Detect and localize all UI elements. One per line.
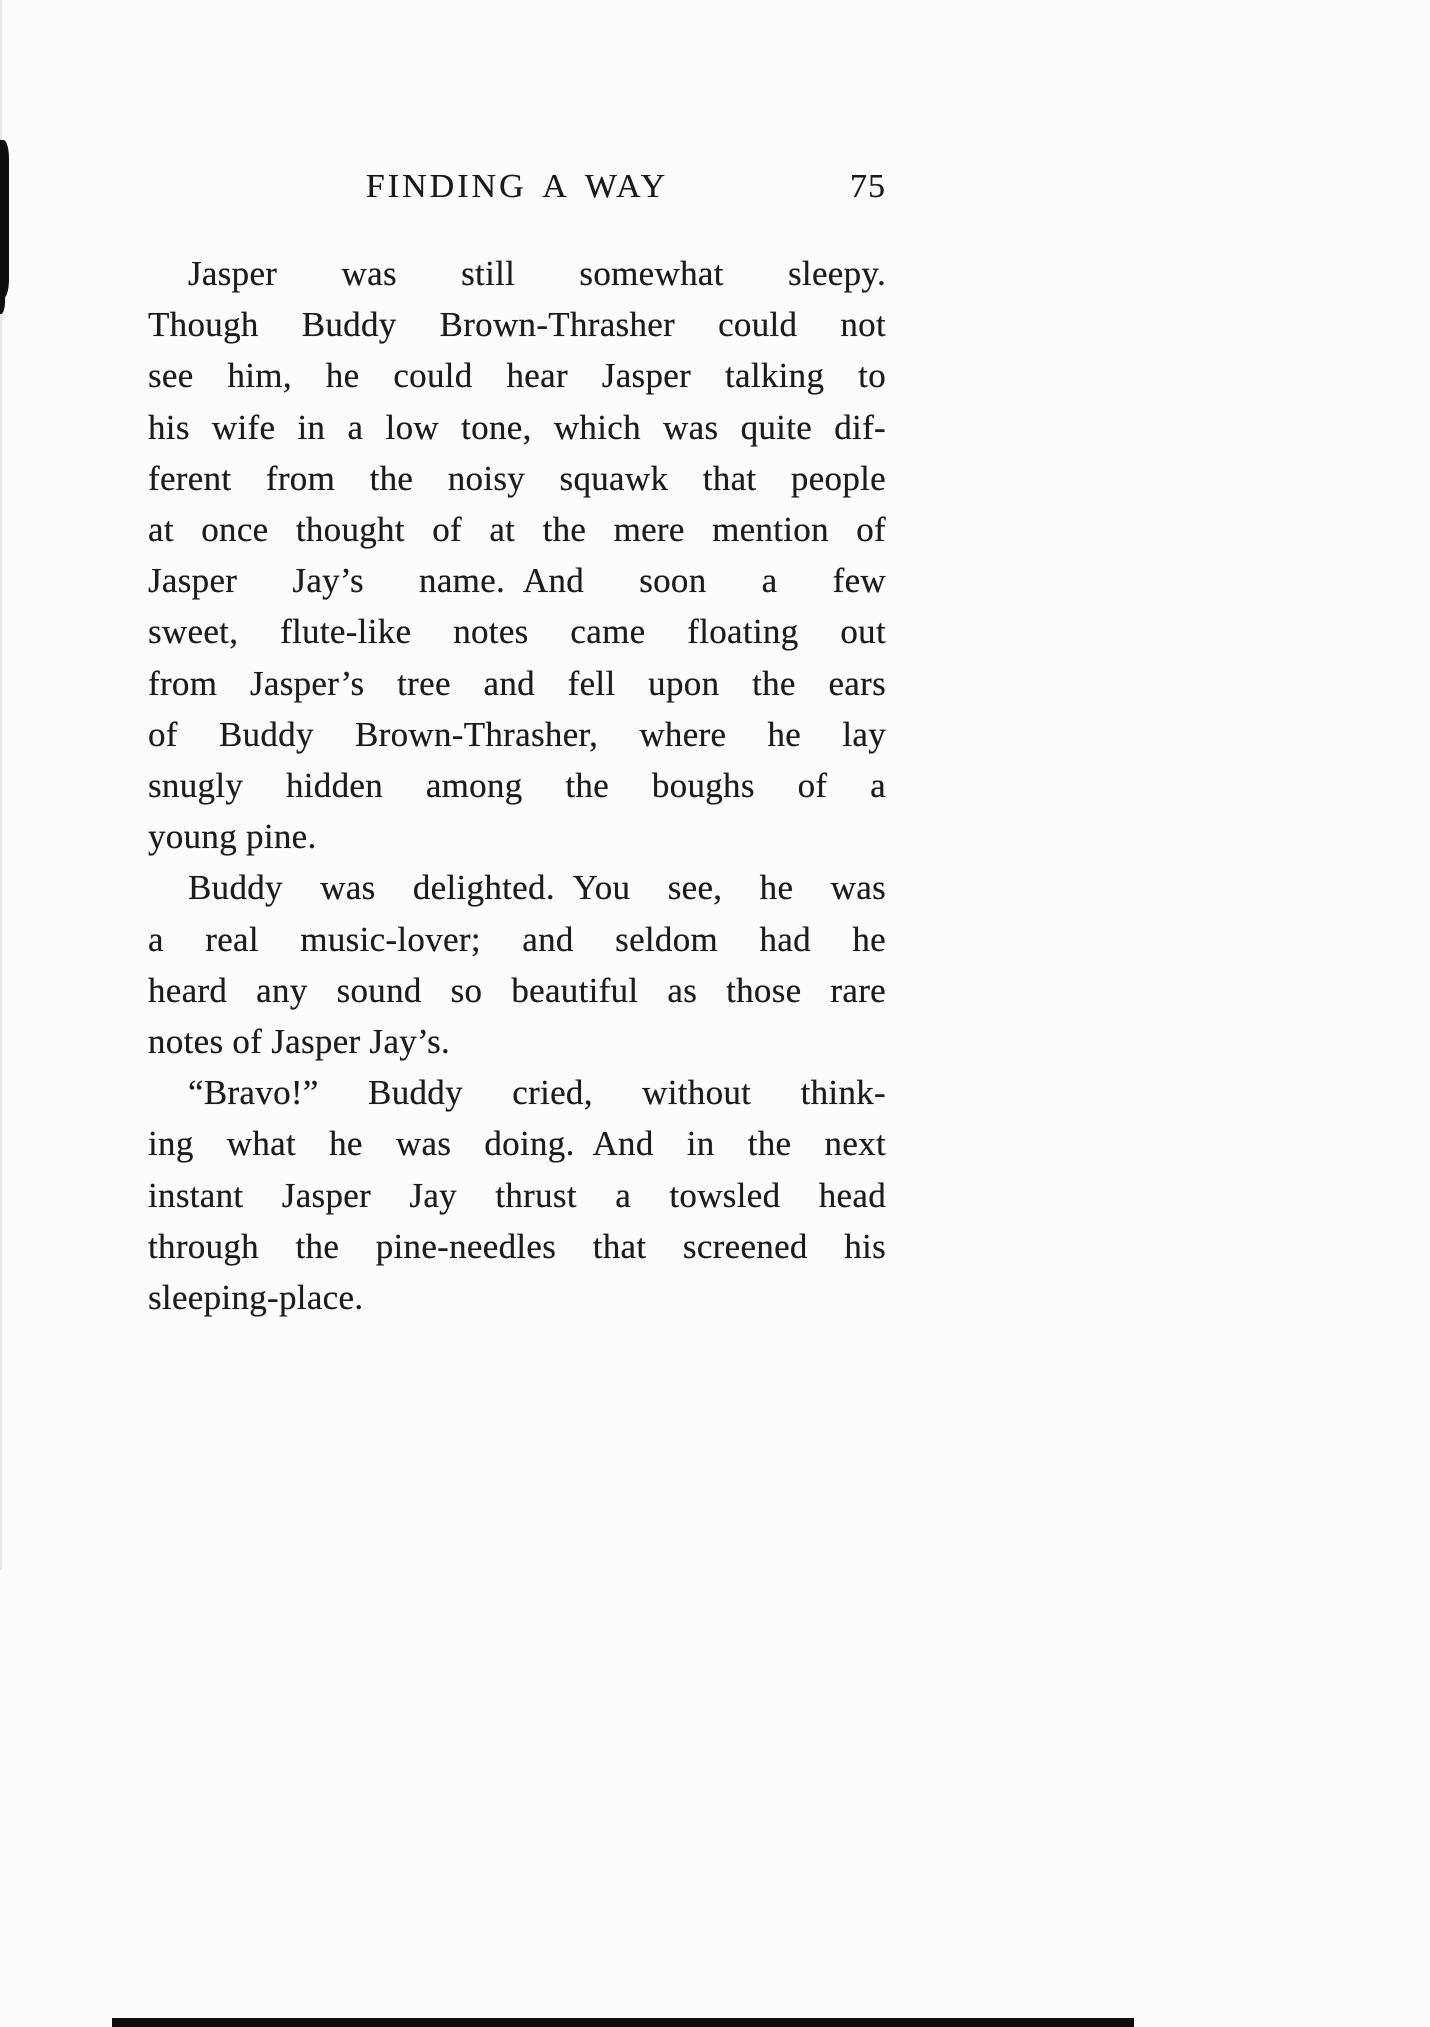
paragraph-2 xyxy=(148,862,886,1067)
page-content xyxy=(148,168,886,1323)
scan-artifact-left-mark-small xyxy=(0,252,5,314)
paragraph-1 xyxy=(148,248,886,862)
text-line: his wife in a low tone, which was quite dif- xyxy=(148,407,886,447)
text-line: at once thought of at the mere mention of xyxy=(148,510,886,550)
page-body xyxy=(148,248,886,1323)
scan-artifact-bottom-bar xyxy=(112,2018,1134,2027)
text-line: ferent from the noisy squawk that people xyxy=(148,458,886,498)
text-line: heard any sound so beautiful as those rare xyxy=(148,970,886,1010)
running-head-title: FINDING A WAY xyxy=(365,168,669,205)
text-line: young pine. xyxy=(148,817,317,857)
text-line: Though Buddy Brown-Thrasher could not xyxy=(148,305,886,345)
text-line: a real music-lover; and seldom had he xyxy=(148,919,886,959)
text-line: Buddy was delighted. You see, he was xyxy=(188,868,886,908)
text-line: ing what he was doing. And in the next xyxy=(148,1124,886,1164)
text-line: notes of Jasper Jay’s. xyxy=(148,1022,451,1062)
page-header xyxy=(148,168,886,214)
paragraph-3 xyxy=(148,1067,886,1323)
text-line: Jasper Jay’s name. And soon a few xyxy=(148,561,886,601)
text-line: through the pine-needles that screened his xyxy=(148,1226,886,1266)
text-line: sleeping-place. xyxy=(148,1278,364,1318)
text-line: instant Jasper Jay thrust a towsled head xyxy=(148,1175,886,1215)
text-line: Jasper was still somewhat sleepy. xyxy=(188,254,886,293)
text-line: of Buddy Brown-Thrasher, where he lay xyxy=(148,714,886,754)
text-line: from Jasper’s tree and fell upon the ears xyxy=(148,663,886,703)
text-line: sweet, flute-like notes came floating out xyxy=(148,612,886,652)
text-line: snugly hidden among the boughs of a xyxy=(148,766,886,806)
text-line: see him, he could hear Jasper talking to xyxy=(148,356,886,396)
text-line: “Bravo!” Buddy cried, without think- xyxy=(188,1073,886,1113)
page-number: 75 xyxy=(850,168,886,205)
